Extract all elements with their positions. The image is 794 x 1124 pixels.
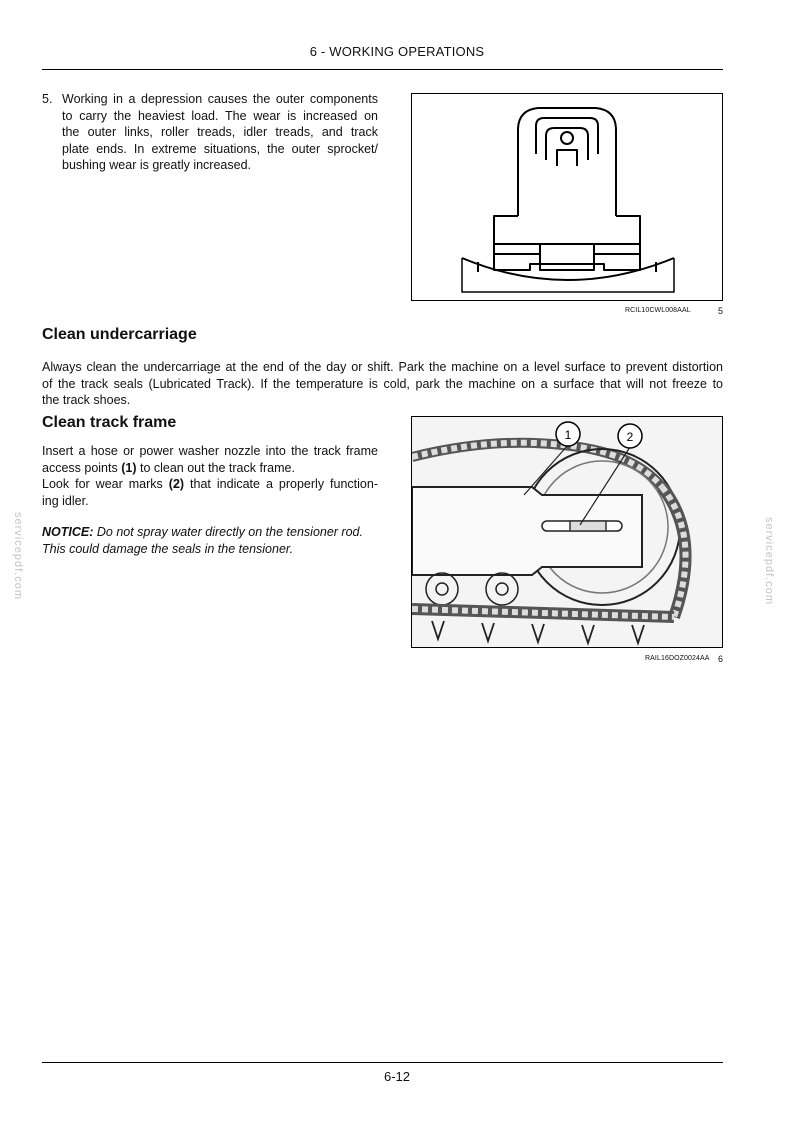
notice-line xyxy=(42,524,378,541)
paragraph-spacer xyxy=(42,509,378,524)
list-item-number: 5. xyxy=(42,92,53,106)
text-line: ing idler. xyxy=(42,493,89,508)
callout-label-1: 1 xyxy=(564,428,572,442)
notice-text: Do not spray water directly on the tensioner rod. xyxy=(93,525,363,539)
callout-ref-2: (2) xyxy=(168,477,185,491)
header-rule xyxy=(42,69,723,70)
page-header-title: 6 - WORKING OPERATIONS xyxy=(309,44,485,59)
notice-line: This could damage the seals in the tensioner. xyxy=(42,541,294,556)
callout-circle-2 xyxy=(618,424,642,448)
watermark-left: servicepdf.com xyxy=(11,512,24,600)
text-line xyxy=(42,460,378,477)
figure-dozer-in-depression xyxy=(411,93,723,301)
list-item-text xyxy=(62,91,378,174)
callout-circle-1 xyxy=(556,422,580,446)
text-span: that indicate a properly function- xyxy=(184,477,378,491)
callout-ref-1: (1) xyxy=(121,460,137,475)
text-line: plate ends. In extreme situations, the outer sprocket/ xyxy=(62,141,378,156)
text-line: the track shoes. xyxy=(42,393,131,407)
figure-6-number: 6 xyxy=(718,654,724,664)
figure-5-number: 5 xyxy=(718,306,724,316)
text-span: to clean out the track frame. xyxy=(136,460,295,475)
page-number: 6-12 xyxy=(383,1069,411,1084)
text-line xyxy=(42,476,378,493)
watermark-right: servicepdf.com xyxy=(762,517,775,605)
clean-track-frame-text xyxy=(42,443,378,557)
text-line: Always clean the undercarriage at the end of the day or shift. Park the machine on a level surface to prevent distortion xyxy=(42,360,723,374)
section-heading-clean-undercarriage: Clean undercarriage xyxy=(42,326,197,343)
notice-label: NOTICE: xyxy=(42,525,94,539)
text-line: Working in a depression causes the outer components xyxy=(62,92,378,106)
footer-rule xyxy=(42,1062,723,1063)
dozer-front-view-illustration xyxy=(412,94,722,300)
text-line: Insert a hose or power washer nozzle into the track frame xyxy=(42,444,378,458)
figure-6-code: RAIL16DOZ0024AA xyxy=(645,655,710,662)
text-line: to carry the heaviest load. The wear is increased on xyxy=(62,108,378,123)
callout-label-2: 2 xyxy=(626,430,634,444)
figure-track-frame-photo xyxy=(411,416,723,648)
section-heading-clean-track-frame: Clean track frame xyxy=(42,414,177,431)
text-line: the outer links, roller treads, idler treads, and track xyxy=(62,125,378,139)
clean-undercarriage-text xyxy=(42,359,723,409)
text-line: of the track seals (Lubricated Track). If the temperature is cold, park the machine on a surface that will not freeze to xyxy=(42,376,723,391)
figure-5-code: RCIL10CWL008AAL xyxy=(625,307,691,314)
track-frame-illustration xyxy=(412,417,722,647)
text-span: access points xyxy=(42,460,122,475)
text-span: Look for wear marks xyxy=(42,477,169,491)
text-line: bushing wear is greatly increased. xyxy=(62,158,251,172)
